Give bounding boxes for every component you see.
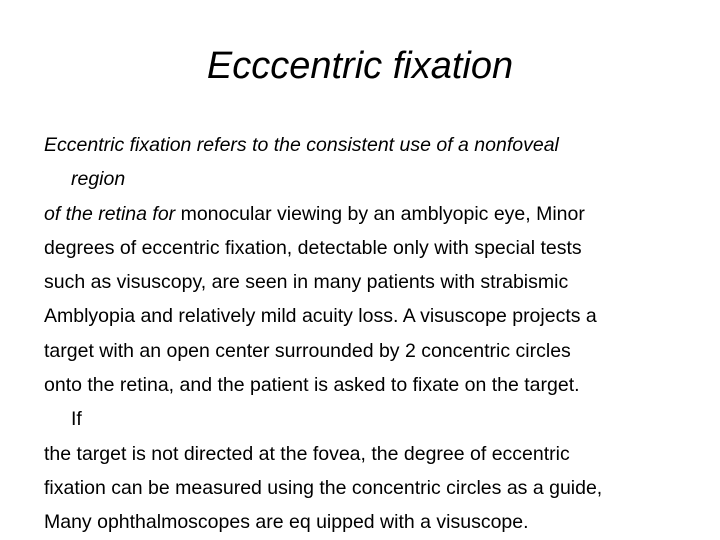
- body-line-normal: onto the retina, and the patient is asked to fixate on the target.: [44, 374, 580, 397]
- body-line: [44, 231, 684, 265]
- body-line-normal: target with an open center surrounded by 2 concentric circles: [44, 339, 571, 362]
- body-line-normal: fixation can be measured using the concentric circles as a guide,: [44, 476, 603, 499]
- body-line-italic: region: [71, 168, 126, 191]
- body-line: [44, 334, 684, 368]
- slide-body: [44, 128, 684, 540]
- body-line: [44, 299, 684, 333]
- body-line: [44, 197, 684, 231]
- body-line: [44, 505, 684, 539]
- body-line: [44, 162, 684, 196]
- body-line: [44, 265, 684, 299]
- body-line-normal: degrees of eccentric fixation, detectable only with special tests: [44, 236, 582, 259]
- body-line: [44, 402, 684, 436]
- body-line-italic: of the retina for: [44, 202, 176, 225]
- body-line: [44, 128, 684, 162]
- slide-title: Ecccentric fixation: [206, 45, 514, 87]
- body-line-normal: If: [71, 408, 82, 431]
- body-line-normal: Amblyopia and relatively mild acuity loss. A visuscope projects a: [44, 305, 597, 328]
- body-line-italic: Eccentric fixation refers to the consistent use of a nonfoveal: [44, 134, 559, 156]
- body-line-normal: Many ophthalmoscopes are eq uipped with a visuscope.: [44, 511, 529, 534]
- body-line: [44, 368, 684, 402]
- body-line-normal: monocular viewing by an amblyopic eye, Minor: [175, 202, 585, 225]
- body-line: [44, 437, 684, 471]
- body-line-normal: the target is not directed at the fovea, the degree of eccentric: [44, 442, 570, 465]
- body-line-normal: such as visuscopy, are seen in many patients with strabismic: [44, 271, 569, 294]
- body-line: [44, 471, 684, 505]
